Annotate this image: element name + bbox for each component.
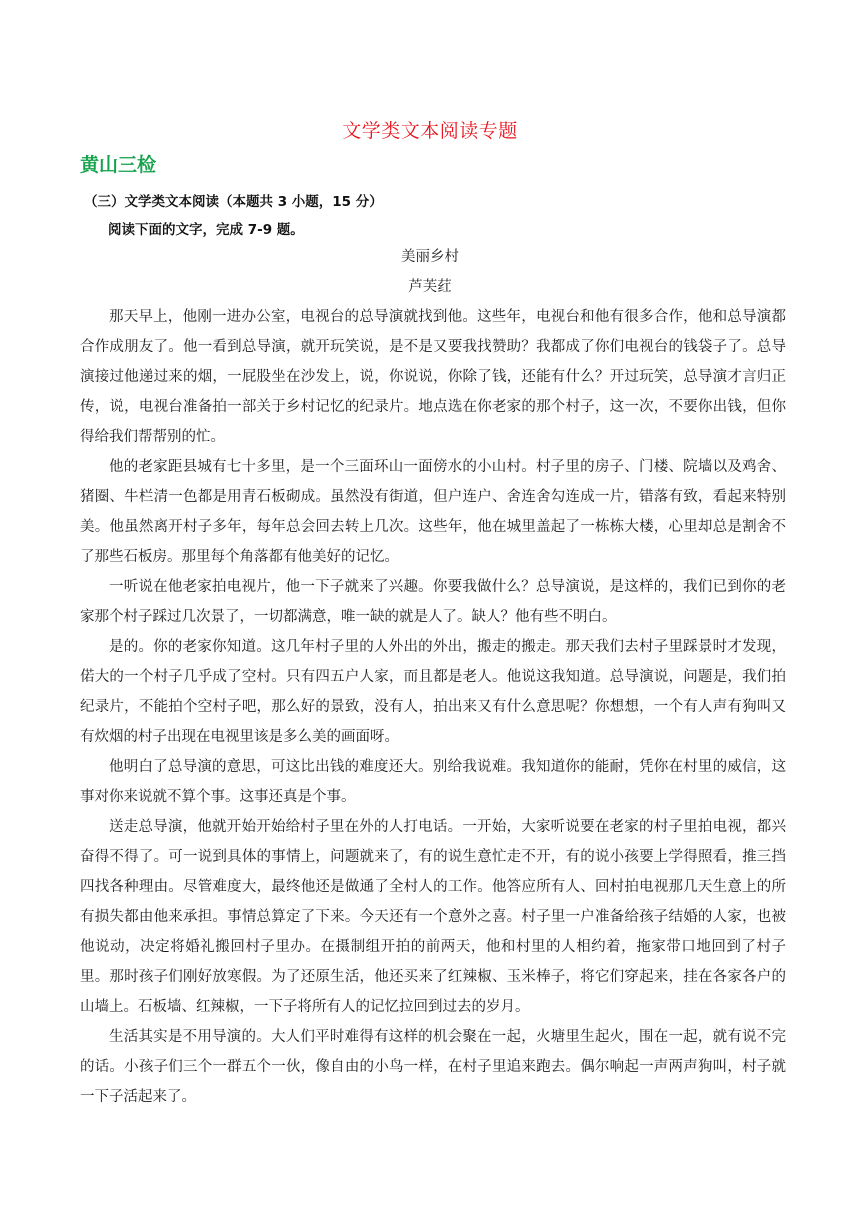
- paragraph: 他明白了总导演的意思，可这比出钱的难度还大。别给我说难。我知道你的能耐，凭你在村里的威信，这事对你来说就不算个事。这事还真是个事。: [80, 759, 786, 805]
- section-heading: 黄山三检: [80, 154, 157, 176]
- paragraph: 他的老家距县城有七十多里，是一个三面环山一面傍水的小山村。村子里的房子、门楼、院墙以及鸡舍、猪圈、牛栏清一色都是用青石板砌成。虽然没有街道，但户连户、舍连舍勾连成一片，错落有致，看起来特别美。他虽然离开村子多年，每年总会回去转上几次。这些年，他在城里盖起了一栋栋大楼，心里却总是割舍不了那些石板房。那里每个角落都有他美好的记忆。: [80, 459, 786, 565]
- story-body: [80, 302, 786, 1112]
- story-title: 美丽乡村: [401, 249, 459, 265]
- reading-instruction: 阅读下面的文字，完成 7-9 题。: [108, 222, 304, 238]
- paragraph: 那天早上，他刚一进办公室，电视台的总导演就找到他。这些年，电视台和他有很多合作，他和总导演都合作成朋友了。他一看到总导演，就开玩笑说，是不是又要我找赞助？我都成了你们电视台的钱袋子了。总导演接过他递过来的烟，一屁股坐在沙发上，说，你说说，你除了钱，还能有什么？开过玩笑，总导演才言归正传，说，电视台准备拍一部关于乡村记忆的纪录片。地点选在你老家的那个村子，这一次，不要你出钱，但你得给我们帮帮别的忙。: [80, 309, 786, 445]
- document-title: 文学类文本阅读专题: [342, 120, 518, 142]
- paragraph: 是的。你的老家你知道。这几年村子里的人外出的外出，搬走的搬走。那天我们去村子里踩景时才发现，偌大的一个村子几乎成了空村。只有四五户人家，而且都是老人。他说这我知道。总导演说，问题是，我们拍纪录片，不能拍个空村子吧，那么好的景致，没有人，拍出来又有什么意思呢？你想想，一个有人声有狗叫又有炊烟的村子出现在电视里该是多么美的画面呀。: [80, 639, 786, 745]
- story-author: 芦芙荭: [408, 279, 452, 295]
- question-heading: （三）文学类文本阅读（本题共 3 小题，15 分）: [84, 194, 383, 210]
- paragraph: 生活其实是不用导演的。大人们平时难得有这样的机会聚在一起，火塘里生起火，围在一起，就有说不完的话。小孩子们三个一群五个一伙，像自由的小鸟一样，在村子里追来跑去。偶尔响起一声两声狗叫，村子就一下子活起来了。: [80, 1029, 786, 1105]
- paragraph: 一听说在他老家拍电视片，他一下子就来了兴趣。你要我做什么？总导演说，是这样的，我们已到你的老家那个村子踩过几次景了，一切都满意，唯一缺的就是人了。缺人？他有些不明白。: [80, 579, 786, 625]
- paragraph: 送走总导演，他就开始开始给村子里在外的人打电话。一开始，大家听说要在老家的村子里拍电视，都兴奋得不得了。可一说到具体的事情上，问题就来了，有的说生意忙走不开，有的说小孩要上学得照看，推三挡四找各种理由。尽管难度大，最终他还是做通了全村人的工作。他答应所有人、回村拍电视那几天生意上的所有损失都由他来承担。事情总算定了下来。今天还有一个意外之喜。村子里一户准备给孩子结婚的人家，也被他说动，决定将婚礼搬回村子里办。在摄制组开拍的前两天，他和村里的人相约着，拖家带口地回到了村子里。那时孩子们刚好放寒假。为了还原生活，他还买来了红辣椒、玉米棒子，将它们穿起来，挂在各家各户的山墙上。石板墙、红辣椒，一下子将所有人的记忆拉回到过去的岁月。: [80, 819, 786, 1015]
